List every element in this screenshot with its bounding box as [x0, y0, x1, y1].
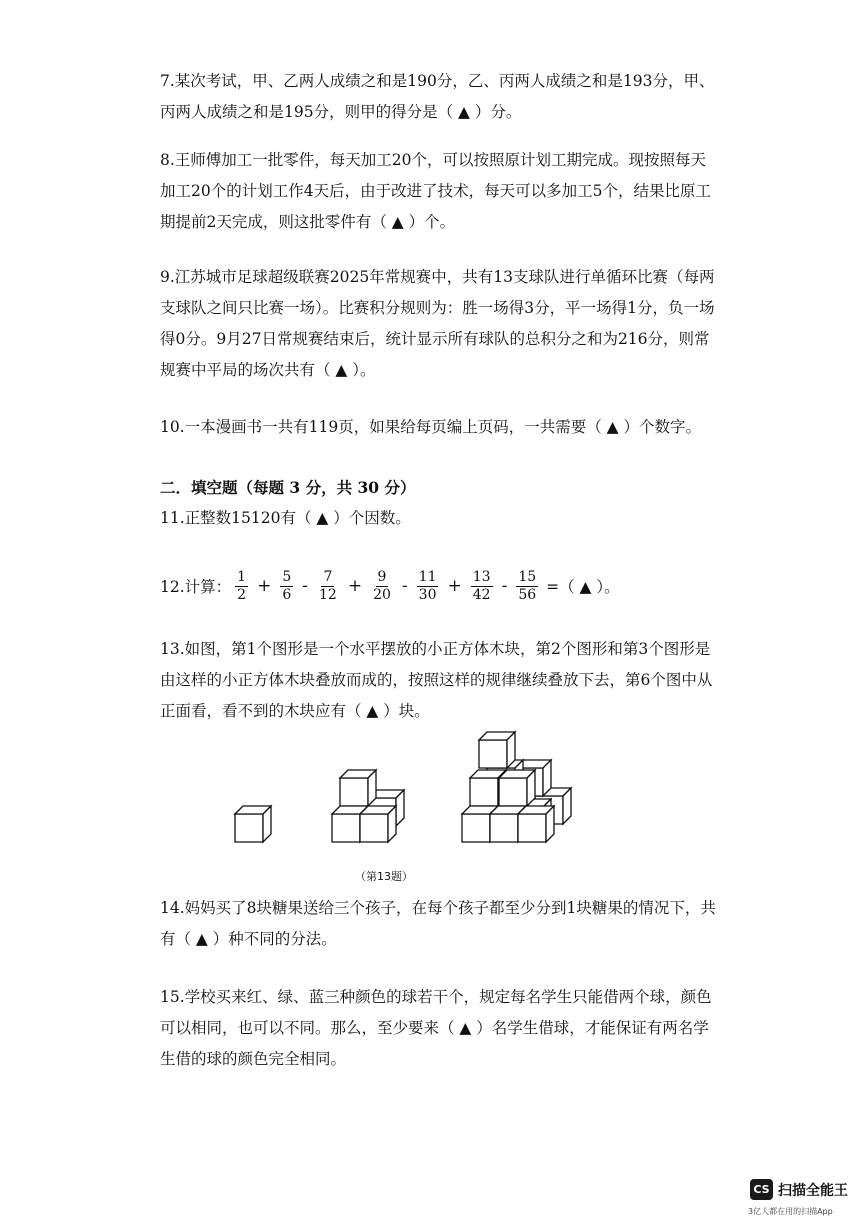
operator: -	[401, 576, 408, 596]
fraction-term: $\frac{5}{6}$	[282, 568, 292, 603]
operator: -	[501, 576, 508, 596]
figure-3-cubes	[462, 732, 571, 842]
question-15: 15.学校买来红、绿、蓝三种颜色的球若干个，规定每名学生只能借两个球，颜色可以相同，也可以不同。那么，至少要来（ ▲ ）名学生借球，才能保证有两名学生借的球的颜色完全相同。	[160, 988, 712, 1068]
question-10: 10.一本漫画书一共有119页，如果给每页编上页码，一共需要（ ▲ ）个数字。	[160, 418, 702, 436]
question-12-equation	[160, 562, 620, 610]
operator: -	[302, 576, 308, 596]
scanner-watermark	[748, 1178, 860, 1222]
question-9: 9.江苏城市足球超级联赛2025年常规赛中，共有13支球队进行单循环比赛（每两支球队之间只比赛一场）。比赛积分规则为：胜一场得3分，平一场得1分，负一场得0分。9月27日常规赛结束后，统计显示所有球队的总积分之和为216分，则常规赛中平局的场次共有（ ▲ ）。	[160, 268, 715, 379]
fraction-term: $\frac{15}{56}$	[518, 568, 537, 603]
cs-logo-icon: CS	[750, 1179, 773, 1200]
brand-name: 扫描全能王	[778, 1183, 848, 1199]
fraction-term: $\frac{13}{42}$	[472, 568, 491, 603]
brand-tagline: 3亿人都在用的扫描App	[748, 1207, 833, 1216]
figure-caption: （第13题）	[355, 870, 413, 883]
operator: +	[447, 576, 462, 596]
fraction-term: $\frac{9}{20}$	[373, 568, 391, 603]
stacked-cubes-figure	[225, 728, 585, 853]
fraction-term: $\frac{1}{2}$	[237, 568, 247, 603]
section-heading-fill-in: 二．填空题（每题 3 分，共 30 分）	[160, 478, 416, 497]
figure-1-cubes	[235, 806, 271, 842]
question-12-suffix: =（ ▲ ）。	[546, 578, 620, 596]
question-12-prefix: 12.计算：	[160, 578, 232, 596]
question-7: 7.某次考试，甲、乙两人成绩之和是190分，乙、丙两人成绩之和是193分，甲、丙两人成绩之和是195分，则甲的得分是（ ▲ ）分。	[160, 72, 715, 121]
operator: +	[347, 576, 363, 596]
question-8: 8.王师傅加工一批零件，每天加工20个，可以按照原计划工期完成。现按照每天加工20个的计划工作4天后，由于改进了技术，每天可以多加工5个，结果比原工期提前2天完成，则这批零件有（ ▲ ）个。	[160, 151, 711, 231]
operator: +	[257, 576, 272, 596]
figure-2-cubes	[332, 770, 404, 842]
fraction-term: $\frac{7}{12}$	[319, 568, 337, 603]
question-13: 13.如图，第1个图形是一个水平摆放的小正方体木块，第2个图形和第3个图形是由这样的小正方体木块叠放而成的，按照这样的规律继续叠放下去，第6个图中从正面看，看不到的木块应有（ ▲ ）块。	[160, 640, 713, 720]
question-11: 11.正整数15120有（ ▲ ）个因数。	[160, 509, 411, 527]
fraction-term: $\frac{11}{30}$	[418, 568, 437, 603]
question-14: 14.妈妈买了8块糖果送给三个孩子，在每个孩子都至少分到1块糖果的情况下，共有（ ▲ ）种不同的分法。	[160, 899, 716, 948]
